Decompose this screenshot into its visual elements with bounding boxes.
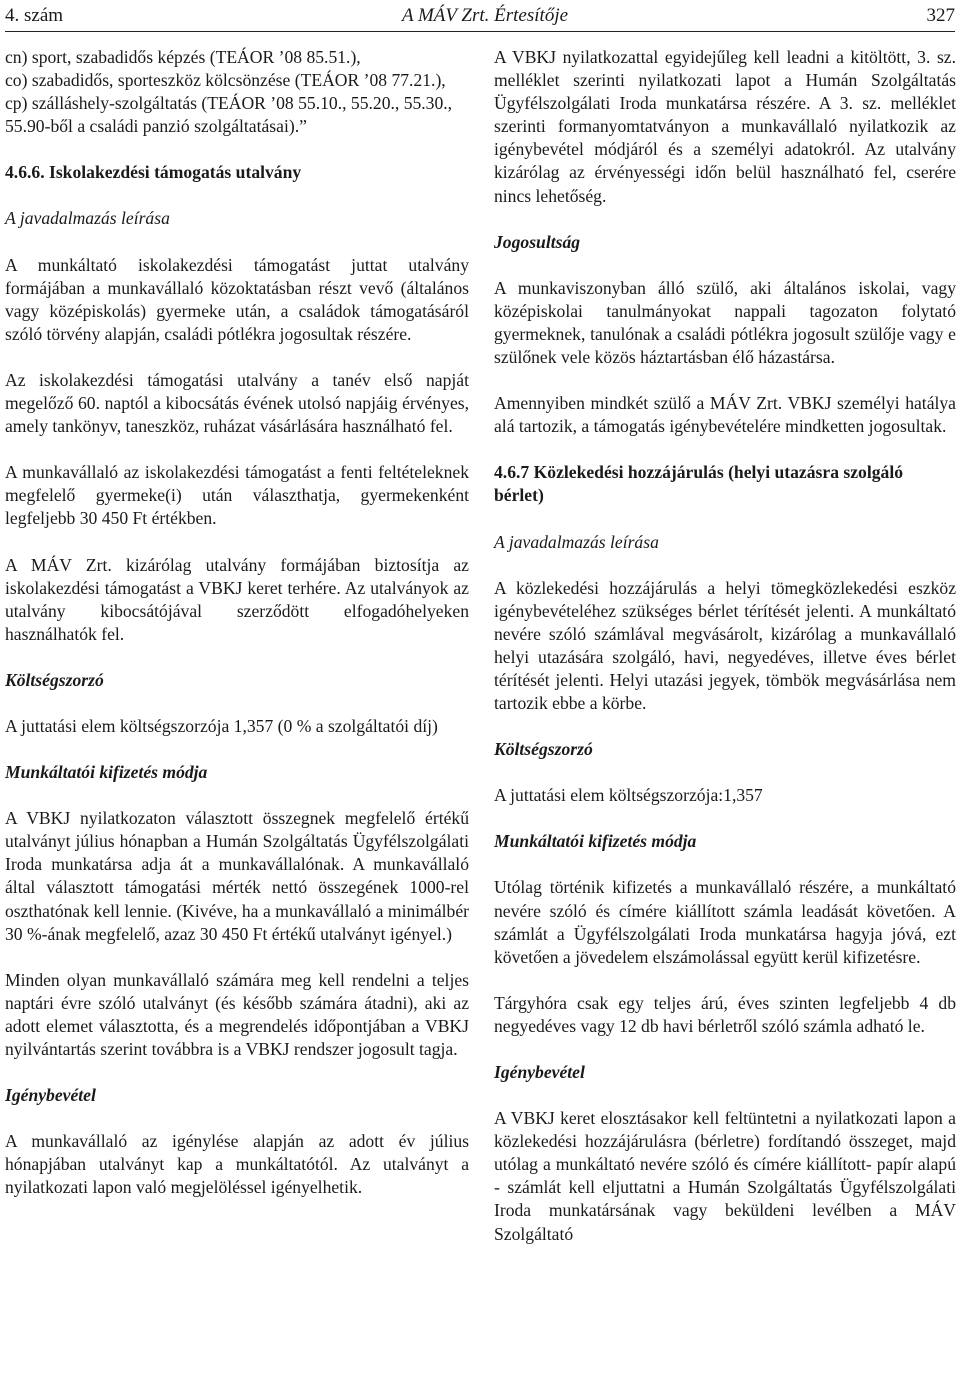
paragraph: Tárgyhóra csak egy teljes árú, éves szinten legfeljebb 4 db negyedéves vagy 12 db havi bérletről szóló számla adható le. [494, 992, 956, 1036]
paragraph: A MÁV Zrt. kizárólag utalvány formájában biztosítja az iskolakezdési támogatást a VBKJ keret terhére. Az utalványok az utalvány kibocsátójával szerződött elfogadóhelyeken használhatók fel. [5, 554, 469, 644]
paragraph: Utólag történik kifizetés a munkavállaló részére, a munkáltató nevére szóló és címére kiállított számla leadását követően. A számlát a Ügyfélszolgálati Iroda munkatársa hagyja jóvá, ezt követően a jövedelem elszámolással együtt kerül kifizetésre. [494, 877, 956, 967]
subheading-payment: Munkáltatói kifizetés módja [494, 831, 697, 852]
paragraph: A munkavállaló az iskolakezdési támogatást a fenti feltételeknek megfelelő gyermeke(i) után választhatja, gyermekenként legfeljebb 30 450 Ft értékben. [5, 462, 469, 529]
section-title: 4.6.7 Közlekedési hozzájárulás (helyi utazásra szolgáló bérlet) [494, 462, 904, 506]
right-column [494, 46, 956, 1246]
issue-number: 4. szám [5, 5, 64, 26]
subheading-claim: Igénybevétel [5, 1085, 96, 1106]
paragraph: Az iskolakezdési támogatási utalvány a tanév első napját megelőző 60. naptól a kibocsátás évének utolsó napjáig érvényes, amely tankönyv, taneszköz, ruházat vásárlására használható fel. [5, 369, 469, 437]
subheading-claim: Igénybevétel [494, 1062, 585, 1082]
paragraph: A VBKJ keret elosztásakor kell feltüntetni a nyilatkozati lapon a közlekedési hozzájárulásra (bérletre) fordítandó összeget, majd utólag a munkáltató nevére szóló és címére kiállított- papír alapú - számlát kell eljuttatni a Humán Szolgáltatás Ügyfélszolgálati Iroda munkatársának vagy beküldeni levélben a MÁV Szolgáltató [494, 1108, 956, 1244]
intro-list [5, 46, 469, 138]
paragraph: A VBKJ nyilatkozaton választott összegnek megfelelő értékű utalványt július hónapban a Humán Szolgáltatás Ügyfélszolgálati Iroda munkatársa adja át a munkavállalónak. A munkavállaló által választott támogatási mérték nettó összegének 1000-rel oszthatónak kell lennie. (Kivéve, ha a munkavállaló a minimálbér 30 %-ának megfelelő, azaz 30 450 Ft értékű utalványt igényel.) [5, 808, 469, 944]
subheading-cost: Költségszorzó [494, 739, 593, 760]
paragraph: A munkavállaló az igénylése alapján az adott év július hónapjában utalványt kap a munkáltatótól. Az utalványt a nyilatkozati lapon való megjelöléssel igényelhetik. [5, 1131, 469, 1198]
subheading-description: A javadalmazás leírása [5, 208, 170, 229]
paragraph: A juttatási elem költségszorzója 1,357 (0 % a szolgáltatói díj) [5, 715, 438, 736]
page-number: 327 [926, 5, 955, 26]
paragraph: Minden olyan munkavállaló számára meg kell rendelni a teljes naptári évre szóló utalványt (és később számára átadni), aki az adott elemet választotta, és a megrendelés időpontjában a VBKJ nyilvántartás szerint továbbra is a VBKJ rendszer jogosult tagja. [5, 969, 469, 1059]
list-item: cp) szálláshely-szolgáltatás (TEÁOR ’08 55.10., 55.20., 55.30., 55.90-ből a családi panzió szolgáltatásai).” [5, 93, 453, 137]
subheading-description: A javadalmazás leírása [494, 531, 659, 552]
section-title: 4.6.6. Iskolakezdési támogatás utalvány [5, 162, 302, 183]
subheading-payment: Munkáltatói kifizetés módja [5, 762, 208, 783]
list-item: cn) sport, szabadidős képzés (TEÁOR ’08 85.51.), [5, 47, 361, 67]
paragraph: A juttatási elem költségszorzója:1,357 [494, 785, 763, 806]
paragraph: A VBKJ nyilatkozattal egyidejűleg kell leadni a kitöltött, 3. sz. melléklet szerinti nyilatkozati lapot a Humán Szolgáltatás Ügyfélszolgálati Iroda munkatársa részére. A 3. sz. melléklet szerinti formanyomtatványon a munkavállaló nyilatkozik az igénybevétel módjáról és a személyi adatokról. Az utalvány kizárólag az érvényességi időn belül használható fel, cserére nincs lehetőség. [494, 47, 956, 206]
subheading-cost: Költségszorzó [5, 669, 104, 690]
paragraph: Amennyiben mindkét szülő a MÁV Zrt. VBKJ személyi hatálya alá tartozik, a támogatás igénybevételére mindketten jogosultak. [494, 393, 956, 437]
paragraph: A munkaviszonyban álló szülő, aki általános iskolai, vagy középiskolai tanulmányokat nappali tagozaton folytató gyermeknek, tanulónak a családi pótlékra jogosult szülője vagy e szülőnek vele közös háztartásban élő házastársa. [494, 277, 956, 368]
page-header [5, 4, 955, 30]
left-column [5, 46, 469, 1199]
paragraph: A munkáltató iskolakezdési támogatást juttat utalvány formájában a munkavállaló közoktatásban részt vevő (általános vagy középiskolás) gyermeke után, a családok támogatásáról szóló törvény alapján, családi pótlékra jogosultak részére. [5, 254, 469, 344]
list-item: co) szabadidős, sporteszköz kölcsönzése (TEÁOR ’08 77.21.), [5, 70, 446, 91]
subheading-eligibility: Jogosultság [494, 231, 581, 252]
header-rule [5, 31, 955, 32]
publication-title: A MÁV Zrt. Értesítője [401, 5, 569, 26]
paragraph: A közlekedési hozzájárulás a helyi tömegközlekedési eszköz igénybevételéhez szükséges bérlet térítését jelenti. A munkáltató nevére szóló számlával megvásárolt, kizárólag a munkavállaló helyi utazására szolgáló, havi, negyedéves, illetve éves bérlet térítését jelenti. Helyi utazási jegyek, tömbök megvásárlása nem tartozik ebbe a körbe. [494, 577, 956, 714]
